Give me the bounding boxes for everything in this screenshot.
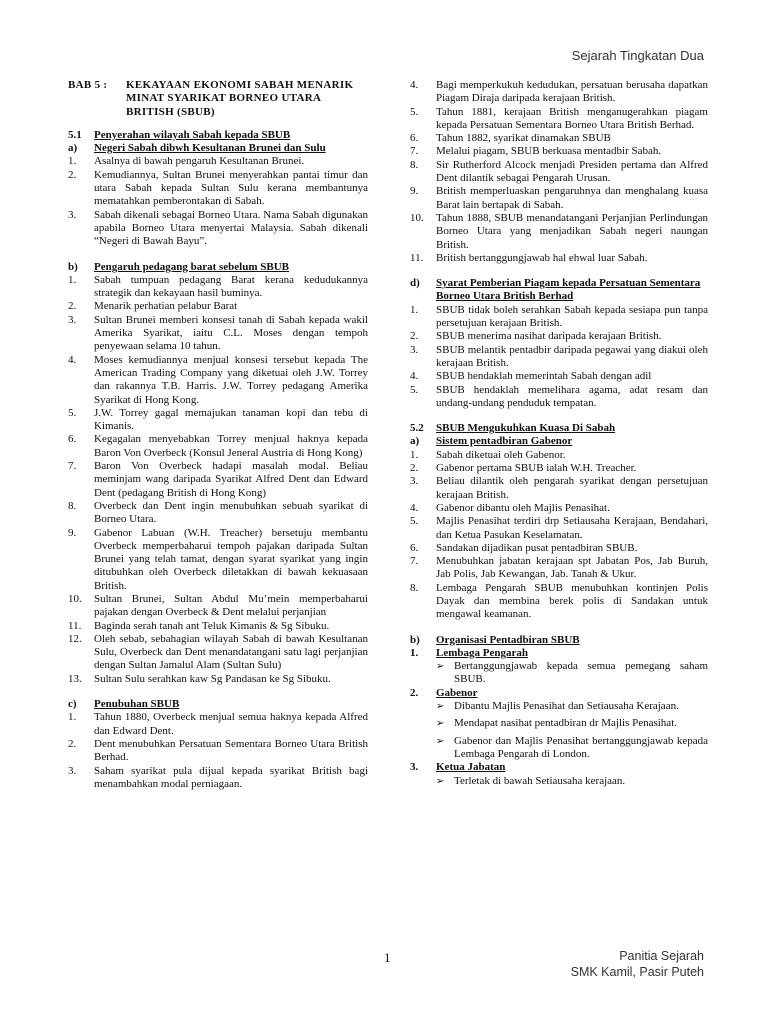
list-item-text: Tahun 1882, syarikat dinamakan SBUB: [436, 132, 611, 145]
section-title: SBUB Mengukuhkan Kuasa Di Sabah: [436, 422, 616, 435]
list-item-text: Tahun 1880, Overbeck menjual semua haknya kepada Alfred dan Edward Dent.: [94, 711, 368, 737]
section-heading: [410, 422, 708, 435]
chapter-number: BAB 5 :: [68, 79, 108, 91]
arrow-bullet-icon: ➢: [436, 661, 445, 673]
subsection-heading: [68, 698, 368, 711]
bullet-text: Mendapat nasihat pentadbiran dr Majlis Penasihat.: [454, 717, 677, 730]
list-item-text: Sultan Brunei, Sultan Abdul Mu’mein memperbaharui pajakan dengan Overbeck & Dent melalui perjanjian: [94, 592, 368, 619]
bullet-item: [410, 660, 708, 687]
list-item: 4. Moses kemudiannya menjual konsesi tersebut kepada The American Trading Company yang diketuai oleh J.W. Torrey dan rakannya T.B. Harris. J.W. Torrey pedagang Amerika Syarikat di Hong Kong.: [68, 353, 368, 406]
subsection-title: Pengaruh pedagang barat sebelum SBUB: [94, 260, 289, 273]
list-item: 2. Menarik perhatian pelabur Barat: [68, 300, 368, 313]
list-item: 5. Majlis Penasihat terdiri drp Setiausaha Kerajaan, Bendahari, dan Ketua Pasukan Keselamatan.: [410, 515, 708, 541]
list-item-text: British memperluaskan pengaruhnya dan menghalang kuasa Barat lain bertapak di Sabah.: [436, 185, 708, 211]
list-item-text: British bertanggungjawab hal ehwal luar Sabah.: [436, 251, 648, 264]
org-group-heading: 2. Gabenor: [410, 687, 708, 700]
bullet-item: [410, 775, 708, 788]
subsection-heading: [410, 435, 708, 448]
list-item-text: Overbeck dan Dent ingin menubuhkan sebuah syarikat di Borneo Utara.: [94, 499, 368, 526]
list-item: 5. Tahun 1881, kerajaan British menganugerahkan piagam kepada Persatuan Sementara Borneo Utara British Berhad.: [410, 105, 708, 131]
list-item: 9. British memperluaskan pengaruhnya dan menghalang kuasa Barat lain bertapak di Sabah.: [410, 185, 708, 211]
list-item-text: Saham syarikat pula dijual kepada syarikat British bagi menambahkan modal perniagaan.: [94, 764, 368, 790]
list-item: 2. SBUB menerima nasihat daripada kerajaan British.: [410, 330, 708, 343]
list-item-text: Lembaga Pengarah SBUB menubuhkan kontinjen Polis Dayak dan membina berek polis di Sandakan untuk mengawal keamanan.: [436, 581, 708, 621]
list-item: 8. Lembaga Pengarah SBUB menubuhkan kontinjen Polis Dayak dan membina berek polis di Sandakan untuk mengawal keamanan.: [410, 581, 708, 621]
list-item-text: Kegagalan menyebabkan Torrey menjual haknya kepada Baron Von Overbeck (Konsul Jeneral Austria di Hong Kong): [94, 433, 368, 459]
section-heading: [68, 129, 368, 142]
bullet-text: Gabenor dan Majlis Penasihat bertanggungjawab kepada Lembaga Pengarah di London.: [454, 734, 708, 760]
list-item: 3. Beliau dilantik oleh pengarah syarikat dengan persetujuan kerajaan British.: [410, 475, 708, 501]
section-number: 5.2: [410, 422, 424, 435]
list-item: 5. SBUB hendaklah memelihara agama, adat resam dan undang-undang penduduk tempatan.: [410, 383, 708, 409]
list-item: 1. SBUB tidak boleh serahkan Sabah kepada sesiapa pun tanpa persetujuan kerajaan British.: [410, 303, 708, 330]
list-item: 6. Sandakan dijadikan pusat pentadbiran SBUB.: [410, 542, 708, 555]
list-item-text: SBUB menerima nasihat daripada kerajaan British.: [436, 330, 662, 343]
subsection-label: b): [410, 633, 420, 646]
arrow-bullet-icon: ➢: [436, 735, 445, 747]
list-item: 13. Sultan Sulu serahkan kaw Sg Pandasan ke Sg Sibuku.: [68, 673, 368, 686]
list-item-text: Menarik perhatian pelabur Barat: [94, 300, 238, 313]
left-column: [68, 79, 368, 791]
list-item: 8. Overbeck dan Dent ingin menubuhkan sebuah syarikat di Borneo Utara.: [68, 499, 368, 526]
list-item-text: Moses kemudiannya menjual konsesi tersebut kepada The American Trading Company yang diketuai oleh J.W. Torrey dan rakannya T.B. Harris. J.W. Torrey pedagang Amerika Syarikat di Hong Kong.: [94, 353, 368, 406]
list-item: 1. Asalnya di bawah pengaruh Kesultanan Brunei.: [68, 155, 368, 168]
arrow-bullet-icon: ➢: [436, 718, 445, 730]
list-item-text: SBUB hendaklah memerintah Sabah dengan adil: [436, 370, 652, 383]
subsection-label: a): [68, 142, 78, 155]
org-group-title: Gabenor: [436, 686, 478, 699]
list-item: 5. J.W. Torrey gagal memajukan tanaman kopi dan tebu di Kimanis.: [68, 406, 368, 433]
list-item-text: Tahun 1888, SBUB menandatangani Perjanjian Perlindungan Borneo Utara yang menjadikan Sabah negeri naungan British.: [436, 211, 708, 251]
list-item-text: Menubuhkan jabatan kerajaan spt Jabatan Pos, Jab Buruh, Jab Polis, Jab Kewangan, Jab. Tanah & Ukur.: [436, 555, 708, 581]
list-item-text: Gabenor Labuan (W.H. Treacher) bersetuju membantu Overbeck memperbaharui tempoh pajakan daripada Sultan Brunei yang telah tamat, dengan syarat syarikat yang ingin ditubuhkan oleh Overbeck diletakkan di bawah kekuasaan British.: [94, 526, 368, 592]
list-item-text: Sandakan dijadikan pusat pentadbiran SBUB.: [436, 541, 638, 554]
org-group-heading: 1. Lembaga Pengarah: [410, 647, 708, 660]
subsection-title: Syarat Pemberian Piagam kepada Persatuan Sementara Borneo Utara British Berhad: [436, 277, 701, 303]
bullet-item: [410, 700, 708, 713]
page-number: 1: [384, 950, 391, 965]
list-item: 8. Sir Rutherford Alcock menjadi Presiden pertama dan Alfred Dent dilantik sebagai Pengarah Urusan.: [410, 158, 708, 185]
subsection-title: Negeri Sabah dibwh Kesultanan Brunei dan Sulu: [94, 142, 326, 155]
chapter-heading: [68, 79, 368, 119]
list-item: 1. Sabah diketuai oleh Gabenor.: [410, 449, 708, 462]
list-item: 12. Oleh sebab, sebahagian wilayah Sabah di bawah Kesultanan Sulu, Overbeck dan Dent menandatangani satu lagi perjanjian dengan Sultan Jamalul Alam (Sultan Sulu): [68, 632, 368, 672]
list-item-text: Melalui piagam, SBUB berkuasa mentadbir Sabah.: [436, 145, 662, 158]
list-item-text: Baginda serah tanah ant Teluk Kimanis & Sg Sibuku.: [94, 619, 330, 632]
list-item: 10. Sultan Brunei, Sultan Abdul Mu’mein memperbaharui pajakan dengan Overbeck & Dent melalui perjanjian: [68, 592, 368, 619]
list-item-text: Dent menubuhkan Persatuan Sementara Borneo Utara British Berhad.: [94, 737, 368, 764]
subsection-label: b): [68, 260, 78, 273]
section-number: 5.1: [68, 128, 82, 141]
subsection-heading: [68, 261, 368, 274]
list-item-text: Sabah diketuai oleh Gabenor.: [436, 448, 566, 461]
subsection-heading: [410, 277, 708, 304]
subsection-label: a): [410, 435, 420, 448]
arrow-bullet-icon: ➢: [436, 701, 445, 713]
list-item-text: Majlis Penasihat terdiri drp Setiausaha Kerajaan, Bendahari, dan Ketua Pasukan Keselamatan.: [436, 515, 708, 541]
list-item-text: Beliau dilantik oleh pengarah syarikat dengan persetujuan kerajaan British.: [436, 475, 708, 501]
list-item-text: SBUB tidak boleh serahkan Sabah kepada sesiapa pun tanpa persetujuan kerajaan British.: [436, 303, 708, 330]
list-item: 4. SBUB hendaklah memerintah Sabah dengan adil: [410, 370, 708, 383]
list-item: 11. Baginda serah tanah ant Teluk Kimanis & Sg Sibuku.: [68, 620, 368, 633]
list-item: 7. Melalui piagam, SBUB berkuasa mentadbir Sabah.: [410, 145, 708, 158]
list-item-text: Sir Rutherford Alcock menjadi Presiden pertama dan Alfred Dent dilantik sebagai Pengarah Urusan.: [436, 158, 708, 185]
list-item-text: Oleh sebab, sebahagian wilayah Sabah di bawah Kesultanan Sulu, Overbeck dan Dent menandatangani satu lagi perjanjian dengan Sultan Jamalul Alam (Sultan Sulu): [94, 632, 368, 672]
subsection-label: c): [68, 698, 77, 711]
page-footer: [571, 948, 704, 980]
list-item: 7. Menubuhkan jabatan kerajaan spt Jabatan Pos, Jab Buruh, Jab Polis, Jab Kewangan, Jab. Tanah & Ukur.: [410, 555, 708, 581]
list-item: 4. Gabenor dibantu oleh Majlis Penasihat.: [410, 502, 708, 515]
list-item-text: SBUB hendaklah memelihara agama, adat resam dan undang-undang penduduk tempatan.: [436, 383, 708, 409]
list-item-text: Sultan Brunei memberi konsesi tanah di Sabah kepada wakil Amerika Syarikat, iaitu C.L. Moses dengan tempoh penyewaan selama 10 tahun.: [94, 313, 368, 353]
subsection-title: Sistem pentadbiran Gabenor: [436, 435, 573, 448]
bullet-text: Terletak di bawah Setiausaha kerajaan.: [454, 774, 626, 787]
list-item: 4. Bagi memperkukuh kedudukan, persatuan berusaha dapatkan Piagam Diraja daripada kerajaan British.: [410, 79, 708, 105]
list-item: 6. Tahun 1882, syarikat dinamakan SBUB: [410, 132, 708, 145]
list-item: 3. SBUB melantik pentadbir daripada pegawai yang diakui oleh kerajaan British.: [410, 343, 708, 369]
list-item-text: Bagi memperkukuh kedudukan, persatuan berusaha dapatkan Piagam Diraja daripada kerajaan British.: [436, 79, 708, 105]
list-item-text: J.W. Torrey gagal memajukan tanaman kopi dan tebu di Kimanis.: [94, 406, 368, 433]
list-item: 2. Dent menubuhkan Persatuan Sementara Borneo Utara British Berhad.: [68, 737, 368, 764]
arrow-bullet-icon: ➢: [436, 775, 445, 787]
subsection-heading: [410, 634, 708, 647]
org-group-title: Ketua Jabatan: [436, 761, 506, 774]
right-column: [410, 79, 708, 788]
list-item: 3. Saham syarikat pula dijual kepada syarikat British bagi menambahkan modal perniagaan.: [68, 764, 368, 790]
list-item: 9. Gabenor Labuan (W.H. Treacher) bersetuju membantu Overbeck memperbaharui tempoh pajakan daripada Sultan Brunei yang telah tamat, dengan syarat syarikat yang ingin ditubuhkan oleh Overbeck diletakkan di bawah kekuasaan British.: [68, 526, 368, 592]
list-item-text: SBUB melantik pentadbir daripada pegawai yang diakui oleh kerajaan British.: [436, 343, 708, 369]
org-group-heading: 3. Ketua Jabatan: [410, 761, 708, 774]
list-item-text: Gabenor dibantu oleh Majlis Penasihat.: [436, 501, 610, 514]
section-title: Penyerahan wilayah Sabah kepada SBUB: [94, 128, 291, 141]
org-group-title: Lembaga Pengarah: [436, 646, 528, 659]
list-item: 1. Sabah tumpuan pedagang Barat kerana kedudukannya strategik dan kekayaan hasil buminya.: [68, 273, 368, 300]
list-item-text: Gabenor pertama SBUB ialah W.H. Treacher.: [436, 462, 637, 475]
bullet-item: [410, 735, 708, 762]
list-item-text: Sultan Sulu serahkan kaw Sg Pandasan ke Sg Sibuku.: [94, 672, 331, 685]
subsection-title: Penubuhan SBUB: [94, 698, 180, 711]
footer-line-panitia: Panitia Sejarah: [619, 949, 704, 963]
chapter-title: KEKAYAAN EKONOMI SABAH MENARIK MINAT SYARIKAT BORNEO UTARA BRITISH (SBUB): [126, 79, 354, 118]
list-item: 3. Sabah dikenali sebagai Borneo Utara. Nama Sabah digunakan apabila Borneo Utara menyertai Malaysia. Sabah dikenali “Negeri di Bawah Bayu”.: [68, 208, 368, 248]
footer-line-school: SMK Kamil, Pasir Puteh: [570, 965, 704, 979]
list-item: 3. Sultan Brunei memberi konsesi tanah di Sabah kepada wakil Amerika Syarikat, iaitu C.L. Moses dengan tempoh penyewaan selama 10 tahun.: [68, 313, 368, 353]
page-header: Sejarah Tingkatan Dua: [571, 48, 704, 63]
bullet-item: [410, 717, 708, 730]
list-item: 6. Kegagalan menyebabkan Torrey menjual haknya kepada Baron Von Overbeck (Konsul Jeneral Austria di Hong Kong): [68, 433, 368, 459]
bullet-text: Bertanggungjawab kepada semua pemegang saham SBUB.: [454, 660, 708, 686]
list-item-text: Tahun 1881, kerajaan British menganugerahkan piagam kepada Persatuan Sementara Borneo Utara British Berhad.: [436, 105, 708, 131]
list-item: 7. Baron Von Overbeck hadapi masalah modal. Beliau meminjam wang daripada Syarikat Alfred Dent dan Edward Dent (pedagang British di Hong Kong): [68, 460, 368, 499]
list-item: 1. Tahun 1880, Overbeck menjual semua haknya kepada Alfred dan Edward Dent.: [68, 711, 368, 737]
list-item-text: Sabah dikenali sebagai Borneo Utara. Nama Sabah digunakan apabila Borneo Utara menyertai Malaysia. Sabah dikenali “Negeri di Bawah Bayu”.: [94, 208, 368, 248]
list-item-text: Kemudiannya, Sultan Brunei menyerahkan pantai timur dan utara Sabah kepada Sultan Sulu kerana membantunya mematahkan pemberontakan di Sabah.: [94, 168, 368, 208]
subsection-label: d): [410, 277, 420, 290]
list-item: 2. Kemudiannya, Sultan Brunei menyerahkan pantai timur dan utara Sabah kepada Sultan Sulu kerana membantunya mematahkan pemberontakan di Sabah.: [68, 168, 368, 208]
list-item: 11. British bertanggungjawab hal ehwal luar Sabah.: [410, 252, 708, 265]
list-item-text: Sabah tumpuan pedagang Barat kerana kedudukannya strategik dan kekayaan hasil buminya.: [94, 273, 368, 300]
subsection-heading: [68, 142, 368, 155]
list-item: 2. Gabenor pertama SBUB ialah W.H. Treacher.: [410, 462, 708, 475]
subsection-title: Organisasi Pentadbiran SBUB: [436, 633, 580, 646]
list-item: 10. Tahun 1888, SBUB menandatangani Perjanjian Perlindungan Borneo Utara yang menjadikan Sabah negeri naungan British.: [410, 211, 708, 251]
list-item-text: Asalnya di bawah pengaruh Kesultanan Brunei.: [94, 155, 305, 168]
list-item-text: Baron Von Overbeck hadapi masalah modal. Beliau meminjam wang daripada Syarikat Alfred Dent dan Edward Dent (pedagang British di Hong Kong): [94, 460, 368, 499]
bullet-text: Dibantu Majlis Penasihat dan Setiausaha Kerajaan.: [454, 700, 679, 713]
